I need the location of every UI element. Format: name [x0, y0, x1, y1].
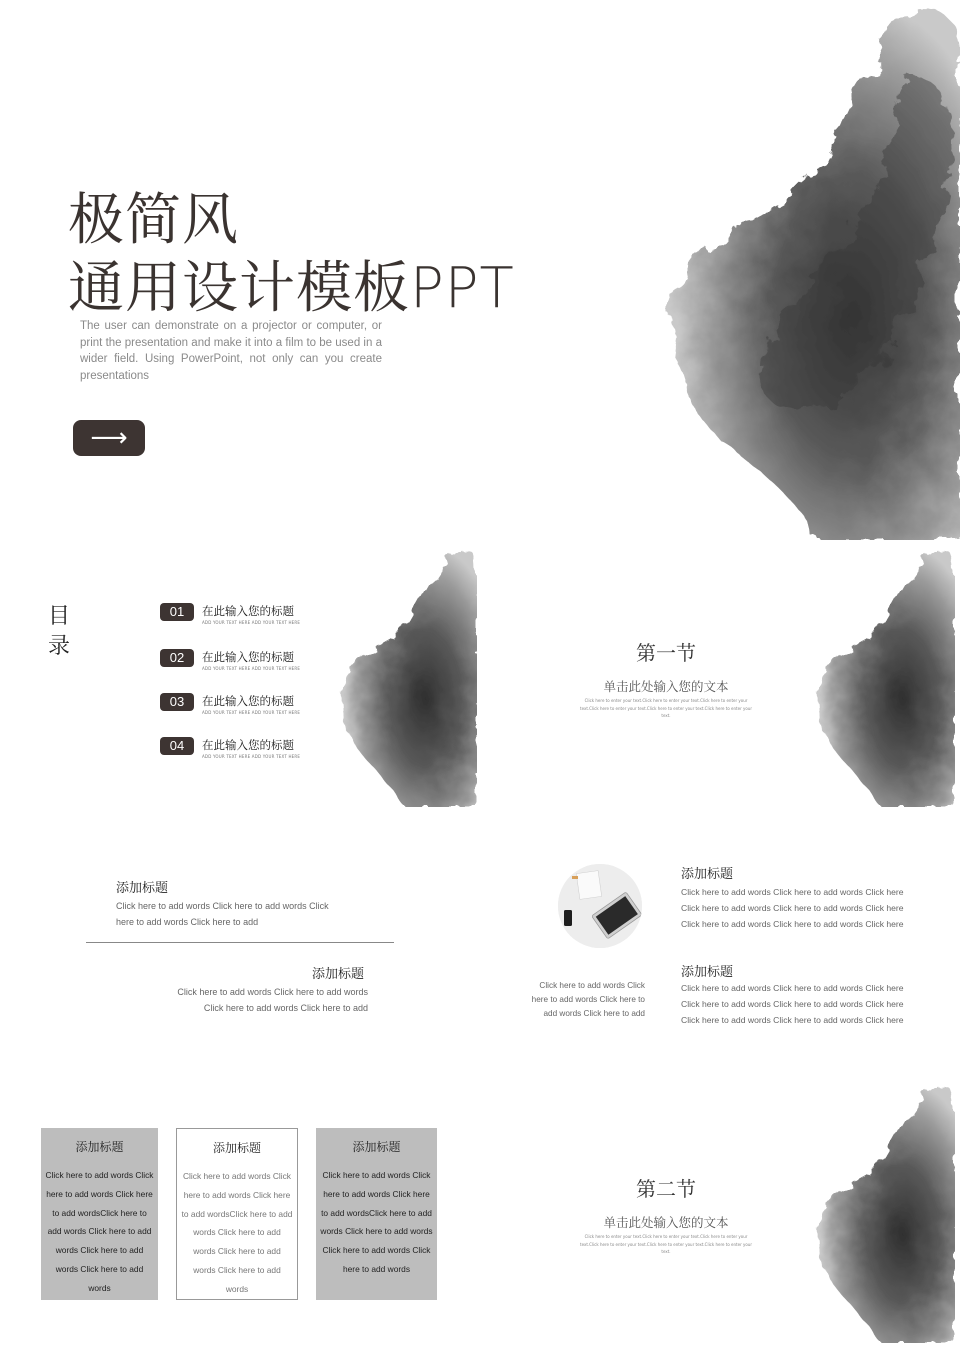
toc-item-title: 在此输入您的标题	[202, 694, 294, 708]
toc-item-subtitle: ADD YOUR TEXT HERE ADD YOUR TEXT HERE	[202, 754, 301, 759]
section-one-slide	[481, 545, 955, 807]
toc-item-subtitle: ADD YOUR TEXT HERE ADD YOUR TEXT HERE	[202, 666, 301, 671]
block-title: 添加标题	[681, 965, 734, 980]
section-title: 第二节	[636, 1177, 696, 1201]
toc-item-title: 在此输入您的标题	[202, 604, 294, 618]
card-3	[316, 1128, 437, 1300]
ink-splash-image	[650, 0, 960, 540]
ink-splash-image	[806, 545, 955, 807]
title-line-2: 通用设计模板PPT	[68, 256, 515, 321]
divider-line	[86, 942, 394, 943]
block-text: Click here to add words Click here to add words Click here to add words Click here to add	[116, 901, 329, 927]
toc-number: 03	[160, 693, 194, 711]
intro-paragraph: The user can demonstrate on a projector or computer, or print the presentation and make it into a film to be used in a wider field. Using PowerPoint, not only can you create presentations	[80, 320, 382, 382]
block-text: Click here to add words Click here to add words Click here Click here to add words Click here to add words Click here Click here to add words Click here to add words Click here	[681, 887, 904, 929]
card-title: 添加标题	[352, 1140, 401, 1154]
section-subtitle: 单击此处输入您的文本	[603, 1215, 729, 1230]
toc-number: 02	[160, 649, 194, 667]
toc-item-subtitle: ADD YOUR TEXT HERE ADD YOUR TEXT HERE	[202, 710, 301, 715]
toc-number: 04	[160, 737, 194, 755]
two-blocks-slide	[0, 812, 477, 1076]
photo-caption: Click here to add words Click here to add words Click here to add words Click here to add	[531, 981, 645, 1018]
toc-number: 01	[160, 603, 194, 621]
block-title: 添加标题	[311, 967, 364, 982]
block-text: Click here to add words Click here to add words Click here to add words Click here to add	[177, 987, 368, 1013]
toc-item-title: 在此输入您的标题	[202, 650, 294, 664]
photo-text-slide	[481, 812, 955, 1076]
toc-item-title: 在此输入您的标题	[202, 738, 294, 752]
block-title: 添加标题	[681, 867, 734, 882]
card-text: Click here to add words Click here to add words Click here to add wordsClick here to add words Click here to add words Click here to add words Click here to add words	[320, 1170, 433, 1274]
section-body-text: Click here to enter your text.Click here to enter your text.Click here to enter your text.Click here to enter your text.Click here to enter your text.Click here to enter your text.	[580, 698, 752, 718]
section-two-slide	[481, 1081, 955, 1343]
section-body-text: Click here to enter your text.Click here to enter your text.Click here to enter your text.Click here to enter your text.Click here to enter your text.Click here to enter your text.	[580, 1234, 752, 1254]
laptop-desk-photo	[558, 864, 642, 948]
toc-item-subtitle: ADD YOUR TEXT HERE ADD YOUR TEXT HERE	[202, 620, 301, 625]
toc-slide	[0, 545, 477, 807]
card-2	[176, 1128, 298, 1300]
cover-slide	[0, 0, 960, 540]
card-1	[41, 1128, 158, 1300]
card-text: Click here to add words Click here to add words Click here to add wordsClick here to add words Click here to add words Click here to add words Click here to add words	[181, 1171, 293, 1294]
next-button[interactable]	[73, 420, 145, 456]
ink-splash-image	[806, 1081, 955, 1343]
card-title: 添加标题	[75, 1140, 124, 1154]
three-cards-slide	[0, 1081, 477, 1343]
toc-heading: 目 录	[48, 604, 71, 659]
card-title: 添加标题	[212, 1141, 261, 1155]
block-text: Click here to add words Click here to add words Click here Click here to add words Click here to add words Click here Click here to add words Click here to add words Click here	[681, 983, 904, 1025]
ink-splash-image	[330, 545, 477, 807]
block-title: 添加标题	[116, 881, 169, 896]
arrow-right-icon: ⟶	[90, 423, 128, 453]
card-text: Click here to add words Click here to add words Click here to add wordsClick here to add words Click here to add words Click here to add words Click here to add words	[45, 1170, 154, 1293]
title-line-1: 极简风	[68, 188, 239, 253]
section-subtitle: 单击此处输入您的文本	[603, 679, 729, 694]
section-title: 第一节	[636, 641, 696, 665]
